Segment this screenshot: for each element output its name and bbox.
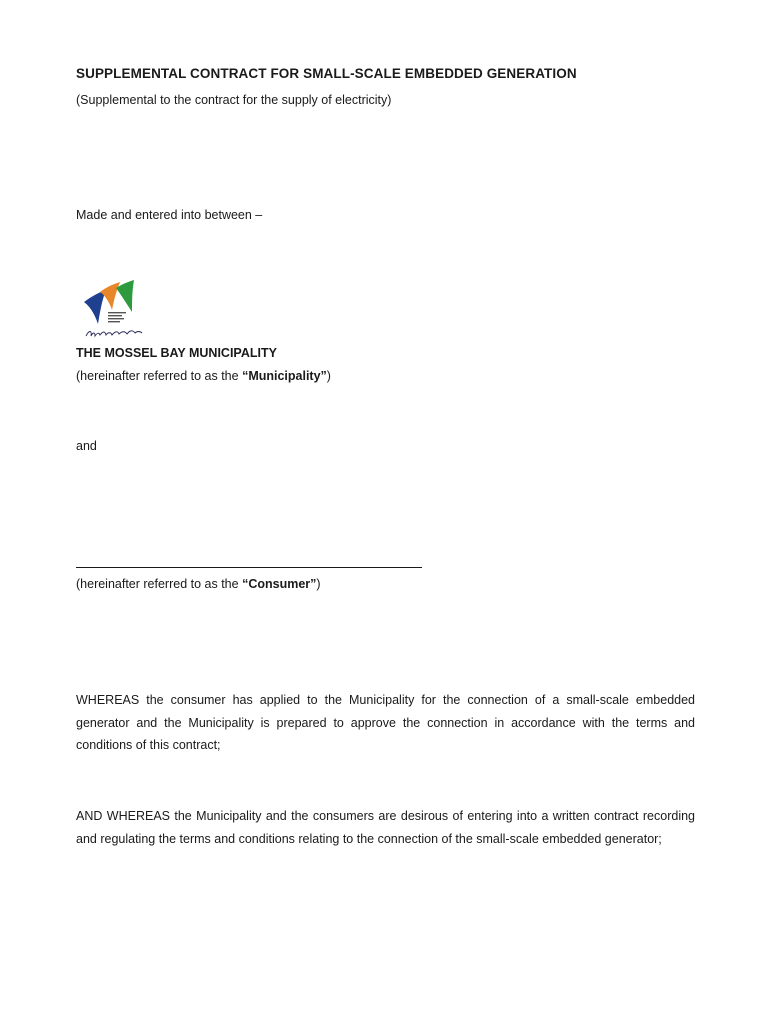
municipality-ref-term: “Municipality”: [242, 369, 327, 383]
whereas-clause-2: AND WHEREAS the Municipality and the consumers are desirous of entering into a written contract recording and regulating the terms and conditions relating to the connection of the small-scale embedded generator;: [76, 809, 695, 846]
municipality-name: THE MOSSEL BAY MUNICIPALITY: [76, 346, 277, 360]
consumer-reference: [76, 577, 321, 591]
consumer-ref-term: “Consumer”: [242, 577, 317, 591]
municipality-ref-suffix: ): [326, 369, 331, 383]
municipality-ref-prefix: (hereinafter referred to as the: [76, 369, 243, 383]
consumer-ref-prefix: (hereinafter referred to as the: [76, 577, 243, 591]
consumer-name-blank[interactable]: [76, 567, 422, 568]
municipality-reference: [76, 369, 331, 383]
mossel-bay-municipality-logo-icon: [80, 278, 160, 344]
and-text: and: [76, 439, 97, 453]
document-subtitle: (Supplemental to the contract for the supply of electricity): [76, 93, 392, 107]
document-title: SUPPLEMENTAL CONTRACT FOR SMALL-SCALE EMBEDDED GENERATION: [76, 66, 577, 81]
whereas-clause-1: WHEREAS the consumer has applied to the Municipality for the connection of a small-scale embedded generator and the Municipality is prepared to approve the connection in accordance with the terms and conditions of this contract;: [76, 693, 695, 752]
consumer-ref-suffix: ): [316, 577, 321, 591]
made-between-text: Made and entered into between –: [76, 208, 263, 222]
